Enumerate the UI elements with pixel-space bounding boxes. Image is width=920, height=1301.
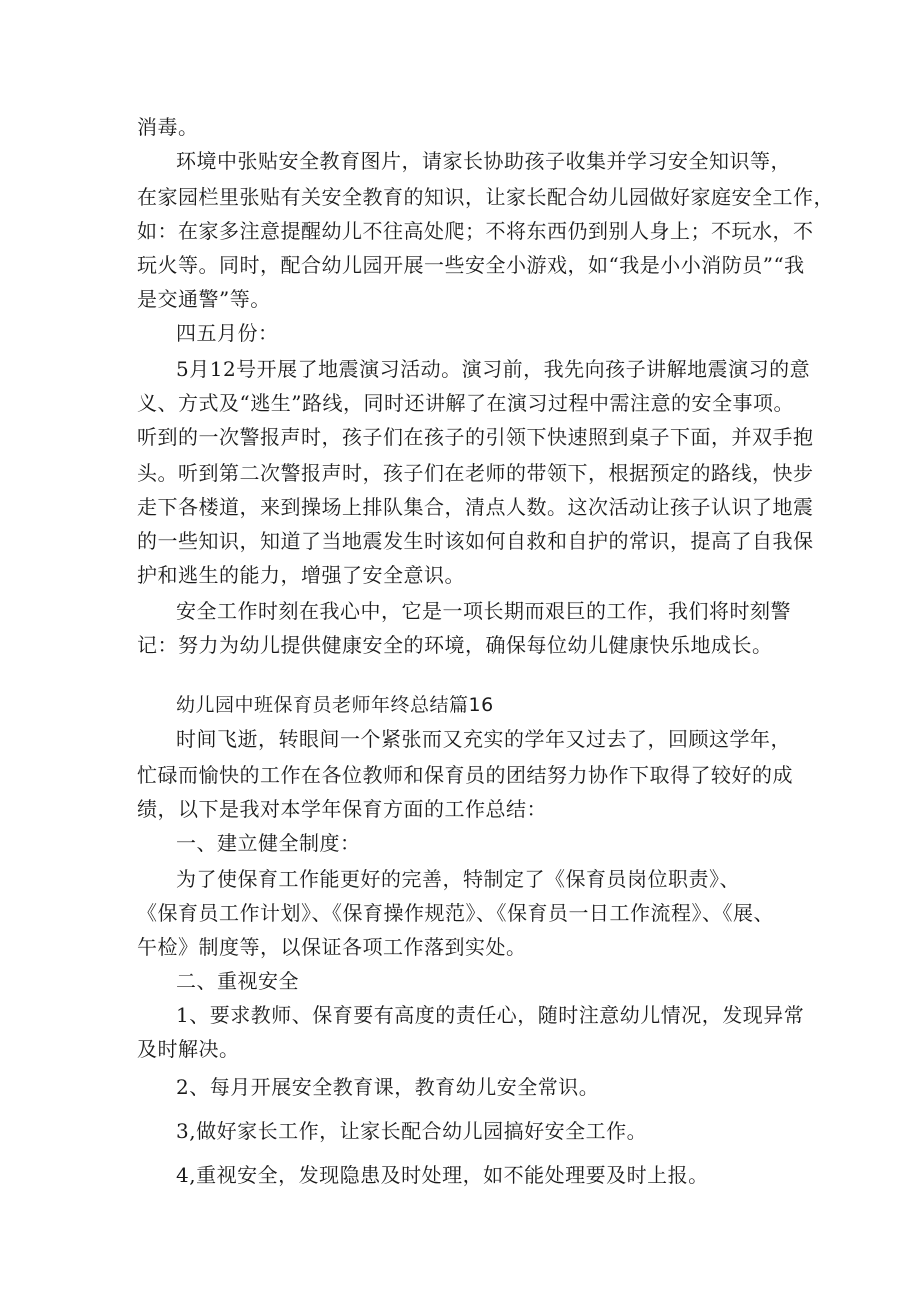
text-line: 如：在家多注意提醒幼儿不往高处爬；不将东西仍到别人身上；不玩水，不 bbox=[137, 219, 814, 243]
text-line: 安全工作时刻在我心中，它是一项长期而艰巨的工作，我们将时刻警 bbox=[176, 599, 791, 623]
text-line: 护和逃生的能力，增强了安全意识。 bbox=[137, 563, 465, 587]
text-line: 绩，以下是我对本学年保育方面的工作总结： bbox=[137, 797, 547, 821]
text-line: 是交通警”等。 bbox=[137, 287, 271, 311]
text-line: 义、方式及“逃生”路线，同时还讲解了在演习过程中需注意的安全事项。 bbox=[137, 391, 794, 415]
text-line: 忙碌而愉快的工作在各位教师和保育员的团结努力协作下取得了较好的成 bbox=[137, 763, 793, 787]
text-line: 《保育员工作计划》、《保育操作规范》、《保育员一日工作流程》、《展、 bbox=[137, 901, 774, 925]
list-item: 3,做好家长工作，让家长配合幼儿园搞好安全工作。 bbox=[176, 1119, 648, 1143]
text-line: 及时解决。 bbox=[137, 1037, 240, 1061]
list-item: 1、要求教师、保育要有高度的责任心，随时注意幼儿情况，发现异常 bbox=[176, 1003, 805, 1027]
section-label: 四五月份： bbox=[176, 321, 279, 345]
section-heading: 二、重视安全 bbox=[176, 969, 299, 993]
text-line: 头。听到第二次警报声时，孩子们在老师的带领下，根据预定的路线，快步 bbox=[137, 461, 814, 485]
text-line: 走下各楼道，来到操场上排队集合，清点人数。这次活动让孩子认识了地震 bbox=[137, 495, 814, 519]
text-line: 时间飞逝，转眼间一个紧张而又充实的学年又过去了，回顾这学年， bbox=[176, 727, 791, 751]
text-line: 午检》制度等，以保证各项工作落到实处。 bbox=[137, 935, 527, 959]
text-line: 的一些知识，知道了当地震发生时该如何自救和自护的常识，提高了自我保 bbox=[137, 529, 814, 553]
text-line: 环境中张贴安全教育图片，请家长协助孩子收集并学习安全知识等， bbox=[176, 149, 791, 173]
text-line: 为了使保育工作能更好的完善，特制定了《保育员岗位职责》、 bbox=[176, 867, 740, 891]
text-line: 玩火等。同时，配合幼儿园开展一些安全小游戏，如“我是小小消防员”“我 bbox=[137, 253, 805, 277]
section-heading: 一、建立健全制度： bbox=[176, 831, 361, 855]
text-line: 记：努力为幼儿提供健康安全的环境，确保每位幼儿健康快乐地成长。 bbox=[137, 633, 773, 657]
text-line: 5月12号开展了地震演习活动。演习前，我先向孩子讲解地震演习的意 bbox=[176, 357, 811, 381]
list-item: 2、每月开展安全教育课，教育幼儿安全常识。 bbox=[176, 1075, 600, 1099]
article-title: 幼儿园中班保育员老师年终总结篇16 bbox=[176, 694, 494, 716]
text-line: 消毒。 bbox=[137, 115, 199, 139]
text-line: 听到的一次警报声时，孩子们在孩子的引领下快速照到桌子下面，并双手抱 bbox=[137, 425, 814, 449]
list-item: 4,重视安全，发现隐患及时处理，如不能处理要及时上报。 bbox=[176, 1163, 709, 1187]
text-line: 在家园栏里张贴有关安全教育的知识，让家长配合幼儿园做好家庭安全工作， bbox=[137, 185, 834, 209]
